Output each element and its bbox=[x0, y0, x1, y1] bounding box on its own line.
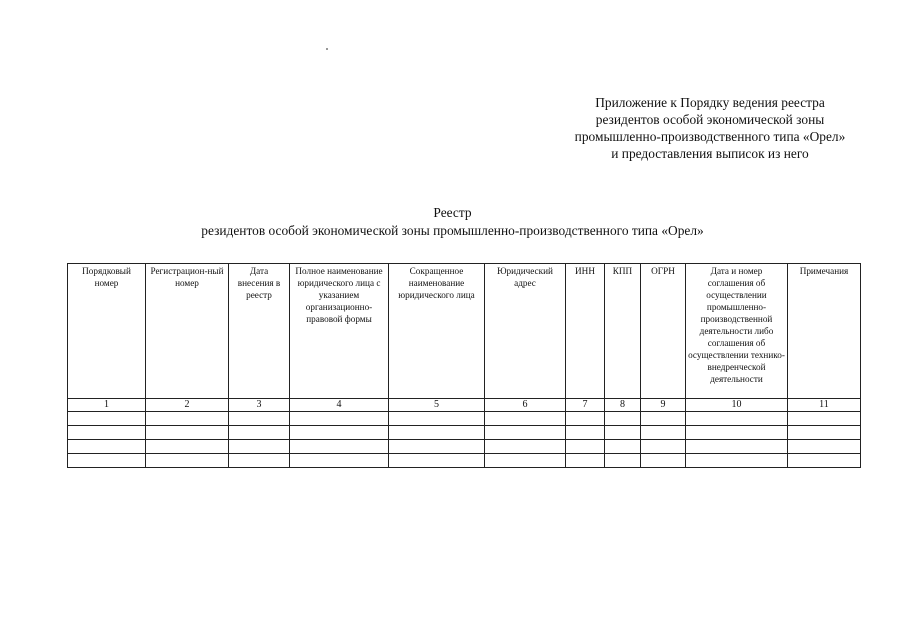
table-cell bbox=[605, 412, 641, 426]
table-cell bbox=[788, 426, 861, 440]
column-number: 6 bbox=[485, 399, 566, 412]
table-cell bbox=[146, 412, 229, 426]
column-number: 1 bbox=[68, 399, 146, 412]
table-cell bbox=[788, 454, 861, 468]
table-cell bbox=[229, 454, 290, 468]
table-cell bbox=[290, 412, 389, 426]
header-cell: Полное наименование юридического лица с указанием организационно-правовой формы bbox=[290, 264, 389, 399]
column-number: 11 bbox=[788, 399, 861, 412]
table-cell bbox=[686, 440, 788, 454]
title-line-1: Реестр bbox=[433, 205, 472, 220]
column-number: 8 bbox=[605, 399, 641, 412]
appendix-line: и предоставления выписок из него bbox=[611, 146, 809, 161]
header-cell: Регистрацион-ный номер bbox=[146, 264, 229, 399]
header-cell: Юридический адрес bbox=[485, 264, 566, 399]
table-cell bbox=[389, 412, 485, 426]
table-cell bbox=[566, 440, 605, 454]
table-cell bbox=[389, 426, 485, 440]
table-cell bbox=[686, 412, 788, 426]
header-cell: Порядковый номер bbox=[68, 264, 146, 399]
document-title bbox=[0, 204, 905, 240]
table-cell bbox=[641, 426, 686, 440]
scan-speck bbox=[326, 48, 328, 50]
column-number: 10 bbox=[686, 399, 788, 412]
table-cell bbox=[566, 426, 605, 440]
table-row bbox=[68, 412, 861, 426]
table-cell bbox=[389, 440, 485, 454]
column-number-row bbox=[68, 399, 861, 412]
table-cell bbox=[229, 426, 290, 440]
table-cell bbox=[788, 412, 861, 426]
header-cell: ОГРН bbox=[641, 264, 686, 399]
table-cell bbox=[605, 454, 641, 468]
header-cell: Сокращенное наименование юридического лица bbox=[389, 264, 485, 399]
header-cell: КПП bbox=[605, 264, 641, 399]
table-cell bbox=[605, 426, 641, 440]
column-number: 9 bbox=[641, 399, 686, 412]
table-cell bbox=[485, 426, 566, 440]
header-cell: Примечания bbox=[788, 264, 861, 399]
table-cell bbox=[485, 454, 566, 468]
table-cell bbox=[566, 454, 605, 468]
column-number: 3 bbox=[229, 399, 290, 412]
appendix-line: резидентов особой экономической зоны bbox=[595, 112, 825, 127]
table-cell bbox=[146, 440, 229, 454]
column-number: 4 bbox=[290, 399, 389, 412]
table-cell bbox=[605, 440, 641, 454]
appendix-line: Приложение к Порядку ведения реестра bbox=[595, 95, 825, 110]
header-cell: Дата и номер соглашения об осуществлении промышленно-производственной деятельности либо соглашения об осуществлении технико-внедренческой деятельности bbox=[686, 264, 788, 399]
registry-table bbox=[67, 263, 861, 468]
column-number: 2 bbox=[146, 399, 229, 412]
table-cell bbox=[641, 412, 686, 426]
table-cell bbox=[146, 426, 229, 440]
table-cell bbox=[68, 412, 146, 426]
title-line-2: резидентов особой экономической зоны промышленно-производственного типа «Орел» bbox=[201, 223, 704, 238]
table-cell bbox=[485, 412, 566, 426]
table-cell bbox=[686, 426, 788, 440]
table-cell bbox=[641, 454, 686, 468]
appendix-line: промышленно-производственного типа «Орел» bbox=[574, 129, 846, 144]
table-row bbox=[68, 426, 861, 440]
table-cell bbox=[389, 454, 485, 468]
table-cell bbox=[788, 440, 861, 454]
table-cell bbox=[290, 426, 389, 440]
column-number: 5 bbox=[389, 399, 485, 412]
column-number: 7 bbox=[566, 399, 605, 412]
header-cell: ИНН bbox=[566, 264, 605, 399]
table-header-row bbox=[68, 264, 861, 399]
table-cell bbox=[68, 440, 146, 454]
header-cell: Дата внесения в реестр bbox=[229, 264, 290, 399]
table-cell bbox=[68, 426, 146, 440]
table-cell bbox=[485, 440, 566, 454]
table-cell bbox=[68, 454, 146, 468]
table-cell bbox=[146, 454, 229, 468]
table-row bbox=[68, 440, 861, 454]
table-row bbox=[68, 454, 861, 468]
table-cell bbox=[566, 412, 605, 426]
table-cell bbox=[290, 440, 389, 454]
table-cell bbox=[229, 412, 290, 426]
appendix-note bbox=[540, 94, 880, 162]
table-cell bbox=[641, 440, 686, 454]
table-cell bbox=[686, 454, 788, 468]
table-cell bbox=[229, 440, 290, 454]
table-cell bbox=[290, 454, 389, 468]
